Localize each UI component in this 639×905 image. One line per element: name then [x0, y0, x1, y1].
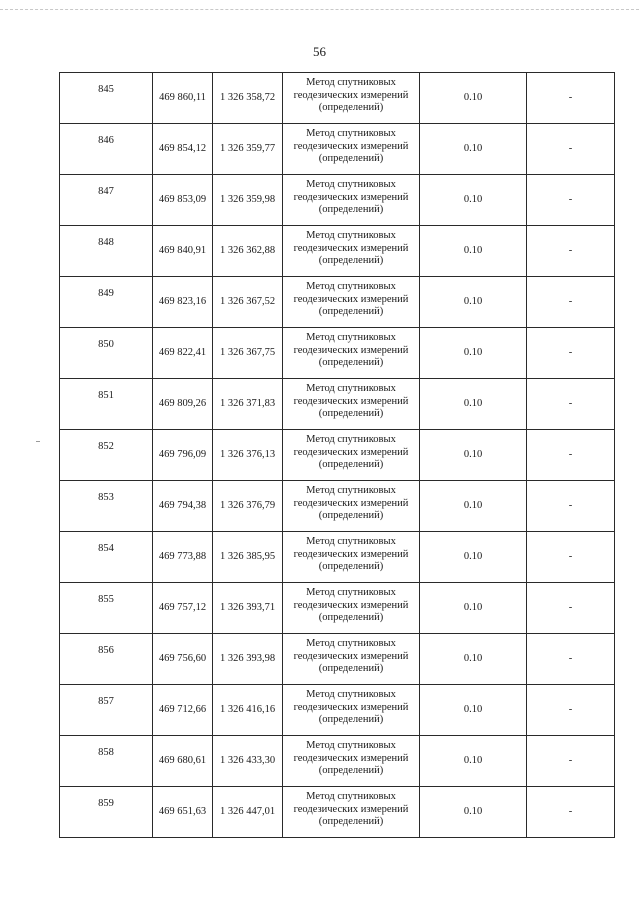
coordinate-y-cell: 1 326 376,79: [213, 481, 283, 532]
coordinate-x-cell: 469 756,60: [153, 634, 213, 685]
method-cell: [283, 787, 420, 838]
coordinate-y-cell: 1 326 393,98: [213, 634, 283, 685]
accuracy-cell: 0.10: [420, 277, 527, 328]
method-line: Метод спутниковых: [306, 536, 396, 547]
table-row: [60, 583, 615, 634]
coordinate-x-cell: 469 773,88: [153, 532, 213, 583]
table-row: [60, 787, 615, 838]
table-row: [60, 175, 615, 226]
table-row: [60, 73, 615, 124]
point-number-cell: 847: [60, 175, 153, 226]
coordinate-x-cell: 469 757,12: [153, 583, 213, 634]
coordinate-y-cell: 1 326 359,98: [213, 175, 283, 226]
method-line: Метод спутниковых: [306, 434, 396, 445]
coordinate-x-cell: 469 794,38: [153, 481, 213, 532]
coordinate-y-cell: 1 326 433,30: [213, 736, 283, 787]
margin-mark: [36, 441, 40, 442]
method-cell: [283, 532, 420, 583]
accuracy-cell: 0.10: [420, 583, 527, 634]
accuracy-cell: 0.10: [420, 634, 527, 685]
method-line: (определений): [318, 153, 384, 164]
table-row: [60, 685, 615, 736]
accuracy-cell: 0.10: [420, 379, 527, 430]
method-line: геодезических измерений: [293, 395, 409, 407]
method-line: (определений): [318, 714, 384, 725]
coordinate-x-cell: 469 651,63: [153, 787, 213, 838]
method-line: (определений): [318, 102, 384, 113]
note-cell: -: [527, 634, 615, 685]
table-row: [60, 532, 615, 583]
table-row: [60, 379, 615, 430]
note-cell: -: [527, 685, 615, 736]
table-body: [60, 73, 615, 838]
coordinate-x-cell: 469 823,16: [153, 277, 213, 328]
method-line: Метод спутниковых: [306, 179, 396, 190]
method-line: геодезических измерений: [293, 752, 409, 764]
method-line: геодезических измерений: [293, 701, 409, 713]
method-cell: [283, 379, 420, 430]
method-line: Метод спутниковых: [306, 740, 396, 751]
coordinate-x-cell: 469 854,12: [153, 124, 213, 175]
note-cell: -: [527, 73, 615, 124]
accuracy-cell: 0.10: [420, 124, 527, 175]
coordinate-y-cell: 1 326 416,16: [213, 685, 283, 736]
accuracy-cell: 0.10: [420, 736, 527, 787]
coordinate-y-cell: 1 326 385,95: [213, 532, 283, 583]
point-number-cell: 845: [60, 73, 153, 124]
note-cell: -: [527, 277, 615, 328]
table-row: [60, 226, 615, 277]
method-cell: [283, 73, 420, 124]
method-line: геодезических измерений: [293, 344, 409, 356]
note-cell: -: [527, 583, 615, 634]
method-line: геодезических измерений: [293, 293, 409, 305]
accuracy-cell: 0.10: [420, 175, 527, 226]
note-cell: -: [527, 736, 615, 787]
method-line: (определений): [318, 255, 384, 266]
coordinate-x-cell: 469 712,66: [153, 685, 213, 736]
coordinate-x-cell: 469 796,09: [153, 430, 213, 481]
coordinate-y-cell: 1 326 367,52: [213, 277, 283, 328]
method-line: Метод спутниковых: [306, 791, 396, 802]
method-line: (определений): [318, 816, 384, 827]
method-line: (определений): [318, 306, 384, 317]
point-number-cell: 849: [60, 277, 153, 328]
method-line: (определений): [318, 663, 384, 674]
point-number-cell: 859: [60, 787, 153, 838]
method-line: Метод спутниковых: [306, 230, 396, 241]
point-number-cell: 855: [60, 583, 153, 634]
coordinate-y-cell: 1 326 362,88: [213, 226, 283, 277]
method-cell: [283, 634, 420, 685]
coordinate-x-cell: 469 822,41: [153, 328, 213, 379]
coordinates-table: [59, 72, 615, 838]
note-cell: -: [527, 481, 615, 532]
point-number-cell: 852: [60, 430, 153, 481]
accuracy-cell: 0.10: [420, 481, 527, 532]
point-number-cell: 850: [60, 328, 153, 379]
method-line: (определений): [318, 765, 384, 776]
point-number-cell: 851: [60, 379, 153, 430]
coordinate-x-cell: 469 853,09: [153, 175, 213, 226]
coordinate-y-cell: 1 326 447,01: [213, 787, 283, 838]
point-number-cell: 858: [60, 736, 153, 787]
note-cell: -: [527, 328, 615, 379]
accuracy-cell: 0.10: [420, 226, 527, 277]
method-line: Метод спутниковых: [306, 128, 396, 139]
method-line: геодезических измерений: [293, 497, 409, 509]
method-line: (определений): [318, 357, 384, 368]
method-line: геодезических измерений: [293, 191, 409, 203]
note-cell: -: [527, 226, 615, 277]
accuracy-cell: 0.10: [420, 328, 527, 379]
method-line: геодезических измерений: [293, 89, 409, 101]
method-line: геодезических измерений: [293, 548, 409, 560]
table-row: [60, 328, 615, 379]
note-cell: -: [527, 175, 615, 226]
method-line: (определений): [318, 408, 384, 419]
method-cell: [283, 124, 420, 175]
method-cell: [283, 583, 420, 634]
method-line: Метод спутниковых: [306, 332, 396, 343]
note-cell: -: [527, 430, 615, 481]
method-line: (определений): [318, 204, 384, 215]
method-cell: [283, 226, 420, 277]
method-line: Метод спутниковых: [306, 281, 396, 292]
point-number-cell: 848: [60, 226, 153, 277]
point-number-cell: 846: [60, 124, 153, 175]
point-number-cell: 854: [60, 532, 153, 583]
accuracy-cell: 0.10: [420, 73, 527, 124]
table-row: [60, 481, 615, 532]
table-row: [60, 736, 615, 787]
coordinate-y-cell: 1 326 367,75: [213, 328, 283, 379]
method-line: (определений): [318, 459, 384, 470]
method-line: геодезических измерений: [293, 599, 409, 611]
point-number-cell: 853: [60, 481, 153, 532]
note-cell: -: [527, 532, 615, 583]
method-line: геодезических измерений: [293, 446, 409, 458]
coordinate-y-cell: 1 326 359,77: [213, 124, 283, 175]
accuracy-cell: 0.10: [420, 430, 527, 481]
point-number-cell: 856: [60, 634, 153, 685]
coordinate-y-cell: 1 326 393,71: [213, 583, 283, 634]
coordinate-x-cell: 469 840,91: [153, 226, 213, 277]
method-cell: [283, 175, 420, 226]
note-cell: -: [527, 124, 615, 175]
method-line: Метод спутниковых: [306, 485, 396, 496]
note-cell: -: [527, 787, 615, 838]
table-row: [60, 277, 615, 328]
method-line: геодезических измерений: [293, 140, 409, 152]
method-cell: [283, 481, 420, 532]
table-row: [60, 430, 615, 481]
method-line: (определений): [318, 510, 384, 521]
method-cell: [283, 277, 420, 328]
accuracy-cell: 0.10: [420, 532, 527, 583]
method-line: (определений): [318, 561, 384, 572]
note-cell: -: [527, 379, 615, 430]
method-line: геодезических измерений: [293, 650, 409, 662]
method-line: Метод спутниковых: [306, 77, 396, 88]
method-cell: [283, 430, 420, 481]
coordinate-y-cell: 1 326 376,13: [213, 430, 283, 481]
method-cell: [283, 736, 420, 787]
table-row: [60, 124, 615, 175]
coordinate-x-cell: 469 809,26: [153, 379, 213, 430]
method-line: геодезических измерений: [293, 242, 409, 254]
method-line: Метод спутниковых: [306, 638, 396, 649]
method-line: Метод спутниковых: [306, 689, 396, 700]
method-line: геодезических измерений: [293, 803, 409, 815]
coordinate-x-cell: 469 680,61: [153, 736, 213, 787]
coordinate-y-cell: 1 326 371,83: [213, 379, 283, 430]
page-number: 56: [313, 44, 326, 59]
method-cell: [283, 328, 420, 379]
method-line: Метод спутниковых: [306, 587, 396, 598]
method-line: (определений): [318, 612, 384, 623]
coordinate-y-cell: 1 326 358,72: [213, 73, 283, 124]
coordinate-x-cell: 469 860,11: [153, 73, 213, 124]
point-number-cell: 857: [60, 685, 153, 736]
scan-top-edge: [0, 9, 639, 10]
method-cell: [283, 685, 420, 736]
table-row: [60, 634, 615, 685]
accuracy-cell: 0.10: [420, 685, 527, 736]
accuracy-cell: 0.10: [420, 787, 527, 838]
method-line: Метод спутниковых: [306, 383, 396, 394]
